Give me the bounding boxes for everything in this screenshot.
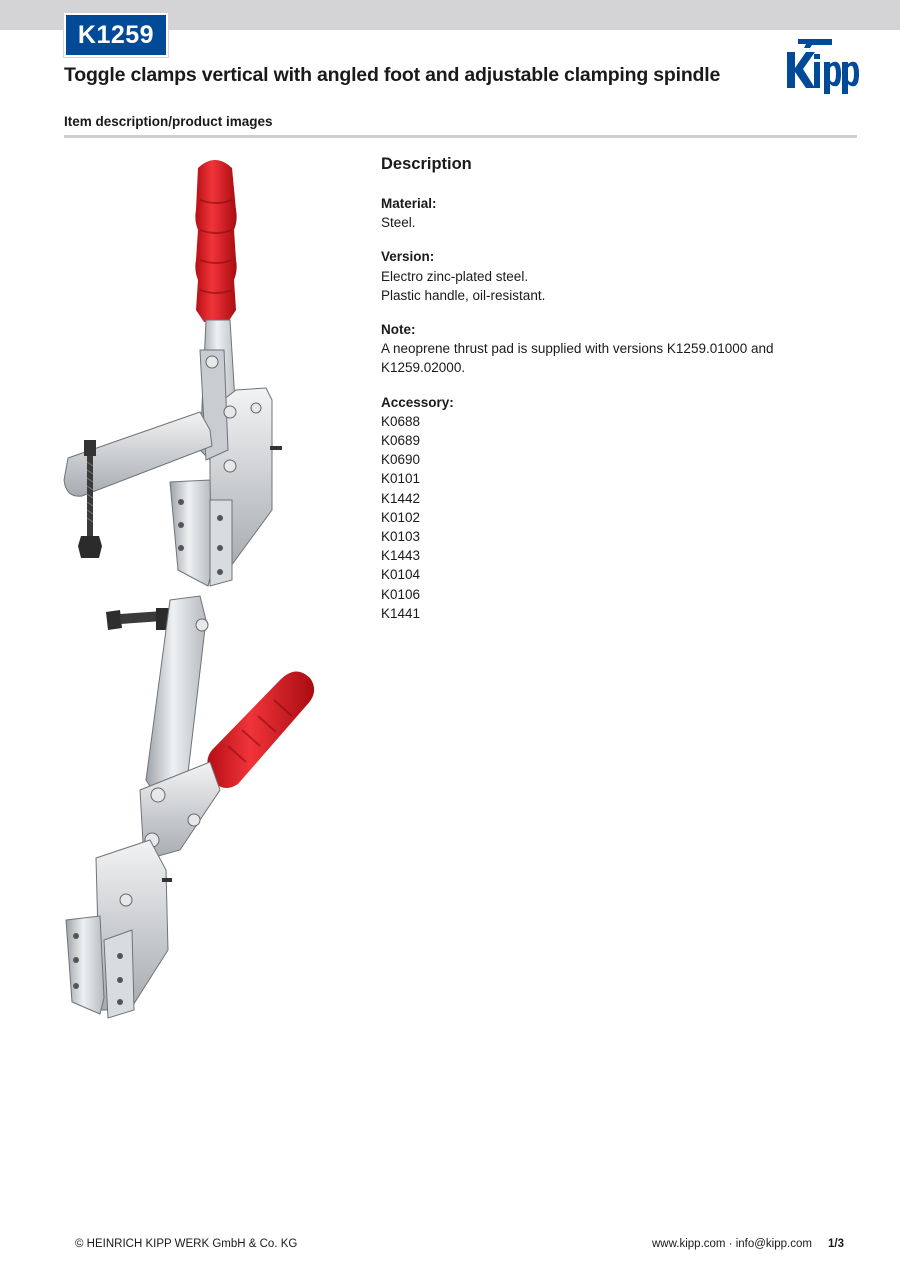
accessory-item: K1441 [381, 605, 421, 621]
accessory-item: K0102 [381, 509, 421, 525]
clamp-closed-image [64, 160, 282, 586]
note-block [381, 320, 861, 378]
section-divider [64, 135, 857, 138]
product-code-badge: K1259 [64, 13, 168, 57]
accessory-item: K1442 [381, 490, 421, 506]
material-label: Material: [381, 196, 437, 211]
version-line: Electro zinc-plated steel. [381, 268, 529, 284]
accessory-item: K0690 [381, 452, 421, 468]
note-value: A neoprene thrust pad is supplied with versions K1259.01000 and K1259.02000. [381, 341, 774, 376]
version-block [381, 247, 861, 305]
accessory-label: Accessory: [381, 394, 454, 410]
footer-contact: www.kipp.com · info@kipp.com [652, 1238, 812, 1250]
clamp-open-image [66, 596, 314, 1018]
material-value: Steel. [381, 215, 416, 231]
product-images [60, 150, 340, 1030]
version-label: Version: [381, 249, 435, 265]
accessory-item: K1443 [381, 548, 421, 564]
description-heading: Description [381, 155, 472, 173]
note-label: Note: [381, 322, 416, 338]
accessory-item: K0106 [381, 586, 421, 602]
accessory-item: K0688 [381, 413, 421, 429]
material-block [381, 194, 861, 232]
accessory-block [381, 393, 861, 623]
accessory-item: K0689 [381, 433, 421, 449]
accessory-item: K0104 [381, 567, 421, 583]
accessory-item: K0101 [381, 471, 421, 487]
footer-copyright: © HEINRICH KIPP WERK GmbH & Co. KG [75, 1238, 298, 1250]
page-title: Toggle clamps vertical with angled foot and adjustable clamping spindle [64, 64, 721, 86]
page-number: 1/3 [828, 1238, 844, 1250]
accessory-item: K0103 [381, 529, 421, 545]
description-panel [381, 154, 861, 638]
version-line: Plastic handle, oil-resistant. [381, 287, 546, 303]
section-label: Item description/product images [64, 114, 273, 129]
kipp-logo [782, 36, 860, 94]
accessory-list [381, 412, 861, 623]
